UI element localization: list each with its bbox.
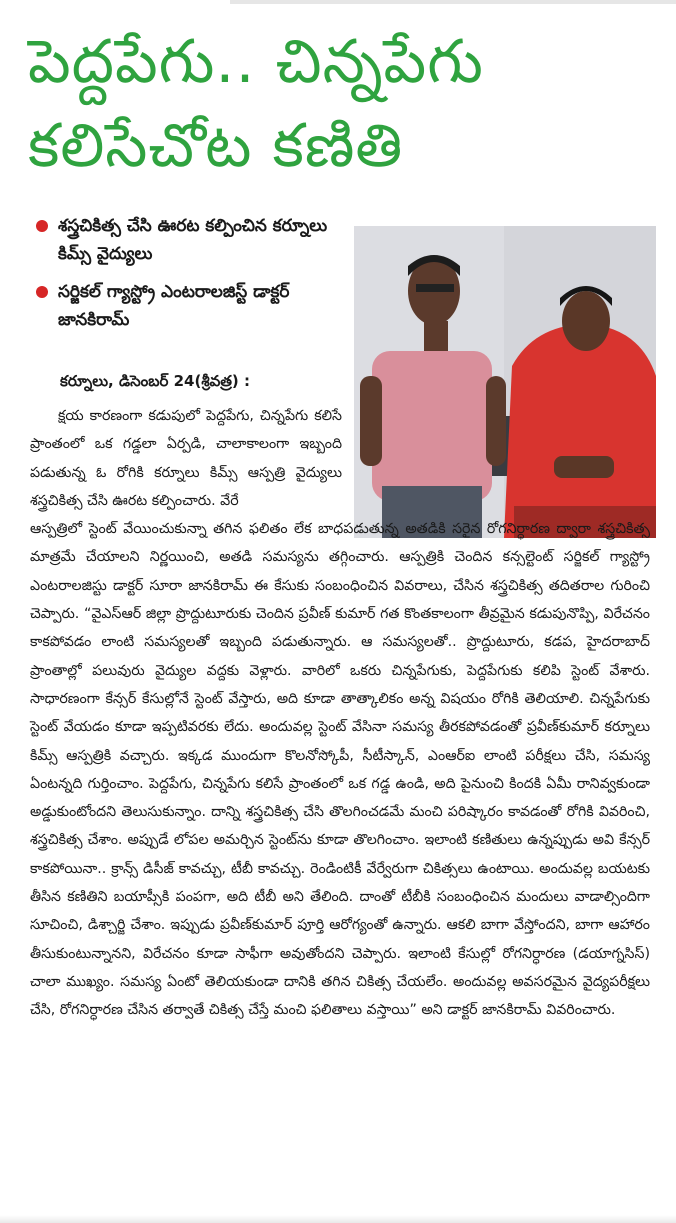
bullet-item xyxy=(36,278,346,334)
bullet-text: శస్త్రచికిత్స చేసి ఊరట కల్పించిన కర్నూలు కిమ్స్ వైద్యులు xyxy=(58,216,328,264)
top-rule xyxy=(230,0,676,4)
headline xyxy=(28,20,648,188)
article-paragraph-2: ఆస్పత్రిలో స్టెంట్ వేయించుకున్నా తగిన ఫలితం లేక బాధపడుతున్న అతడికి సరైన రోగనిర్ధారణ ద్వారా శస్త్రచికిత్స మాత్రమే చేయాలని నిర్ణయించి, అతడి సమస్యను తగ్గించారు. ఆస్పత్రికి చెందిన కన్సల్టెంట్ సర్జికల్ గ్యాస్ట్రో ఎంటరాలజిస్టు డాక్టర్ సూరా జానకిరామ్ ఈ కేసుకు సంబంధించిన వివరాలు, చేసిన శస్త్రచికిత్స తదితరాల గురించి చెప్పారు. “వైఎస్ఆర్ జిల్లా ప్రొద్దుటూరుకు చెందిన ప్రవీణ్ కుమార్ గత కొంతకాలంగా తీవ్రమైన కడుపునొప్పి, విరేచనం కాకపోవడం లాంటి సమస్యలతో ఇబ్బంది పడుతున్నారు. ఆ సమస్యలతో.. ప్రొద్దుటూరు, కడప, హైదరాబాద్ ప్రాంతాల్లో పలువురు వైద్యుల వద్దకు వెళ్లారు. వారిలో ఒకరు చిన్నపేగుకు, పెద్దపేగుకు కలిపి స్టెంట్ వేశారు. సాధారణంగా కేన్సర్ కేసుల్లోనే స్టెంట్ వేస్తారు, అది కూడా తాత్కాలికం అన్న విషయం రోగికి తెలియాలి. చిన్నపేగుకు స్టెంట్ వేయడం కూడా ఇప్పటివరకు లేదు. అందువల్ల స్టెంట్ వేసినా సమస్య తీరకపోవడంతో ప్రవీణ్‌కుమార్ కర్నూలు కిమ్స్ ఆస్పత్రికి వచ్చారు. ఇక్కడ ముందుగా కొలనోస్కోపీ, సీటీస్కాన్, ఎంఆర్ఐ లాంటి పరీక్షలు చేసి, సమస్య ఏంటన్నది గుర్తించాం. పెద్దపేగు, చిన్నపేగు కలిసే ప్రాంతంలో ఒక గడ్డ ఉండి, అది పైనుంచి కిందకి ఏమీ రానివ్వకుండా అడ్డుకుంటోందని తెలుసుకున్నాం. దాన్ని శస్త్రచికిత్స చేసి తొలగించడమే మంచి పరిష్కారం కావడంతో రోగికి వివరించి, శస్త్రచికిత్స చేశాం. అప్పుడే లోపల అమర్చిన స్టెంట్‌ను కూడా తొలగించాం. ఇలాంటి కణితులు ఉన్నప్పుడు అవి కేన్సర్ కాకపోయినా.. క్రాన్స్ డిసీజ్ కావచ్చు, టీబీ కావచ్చు. రెండింటికీ వేర్వేరుగా చికిత్సలు ఉంటాయి. అందువల్ల బయటకు తీసిన కణితిని బయాప్సీకి పంపగా, అది టీబీ అని తేలింది. దాంతో టీబీకి సంబంధించిన మందులు వాడాల్సిందిగా సూచించి, డిశ్చార్జి చేశాం. ఇప్పుడు ప్రవీణ్‌కుమార్ పూర్తి ఆరోగ్యంతో ఉన్నారు. ఆకలి బాగా వేస్తోందని, బాగా ఆహారం తీసుకుంటున్నానని, విరేచనం కూడా సాఫీగా అవుతోందని చెప్పారు. ఇలాంటి కేసుల్లో రోగనిర్ధారణ (డయాగ్నసిస్) చాలా ముఖ్యం. సమస్య ఏంటో తెలియకుండా దానికి తగిన చికిత్స చేయలేం. అందువల్ల అవసరమైన వైద్యపరీక్షలు చేసి, రోగనిర్ధారణ చేసిన తర్వాతే చికిత్స చేస్తే మంచి ఫలితాలు వస్తాయి” అని డాక్టర్ జానకిరామ్ వివరించారు. xyxy=(30,521,650,1019)
bottom-rule xyxy=(0,1215,676,1223)
headline-line-2: కలిసేచోట కణితి xyxy=(28,111,404,181)
bullet-dot-icon xyxy=(36,220,48,232)
headline-line-1: పెద్దపేగు.. చిన్నపేగు xyxy=(28,27,484,97)
bullet-item xyxy=(36,212,346,268)
bullet-dot-icon xyxy=(36,286,48,298)
bullet-text: సర్జికల్ గ్యాస్ట్రో ఎంటరాలజిస్ట్ డాక్టర్ జానకిరామ్ xyxy=(58,282,290,330)
summary-bullets xyxy=(36,212,346,344)
article-paragraph-1: క్షయ కారణంగా కడుపులో పెద్దపేగు, చిన్నపేగు కలిసే ప్రాంతంలో ఒక గడ్డలా ఏర్పడి, చాలాకాలంగా ఇబ్బంది పడుతున్న ఓ రోగికి కర్నూలు కిమ్స్ ఆస్పత్రి వైద్యులు శస్త్రచికిత్స చేసి ఊరట కల్పించారు. వేరే xyxy=(30,408,342,509)
article-body xyxy=(30,402,650,1025)
dateline: కర్నూలు, డిసెంబర్ 24(శ్రీవత్ర) : xyxy=(60,372,250,390)
